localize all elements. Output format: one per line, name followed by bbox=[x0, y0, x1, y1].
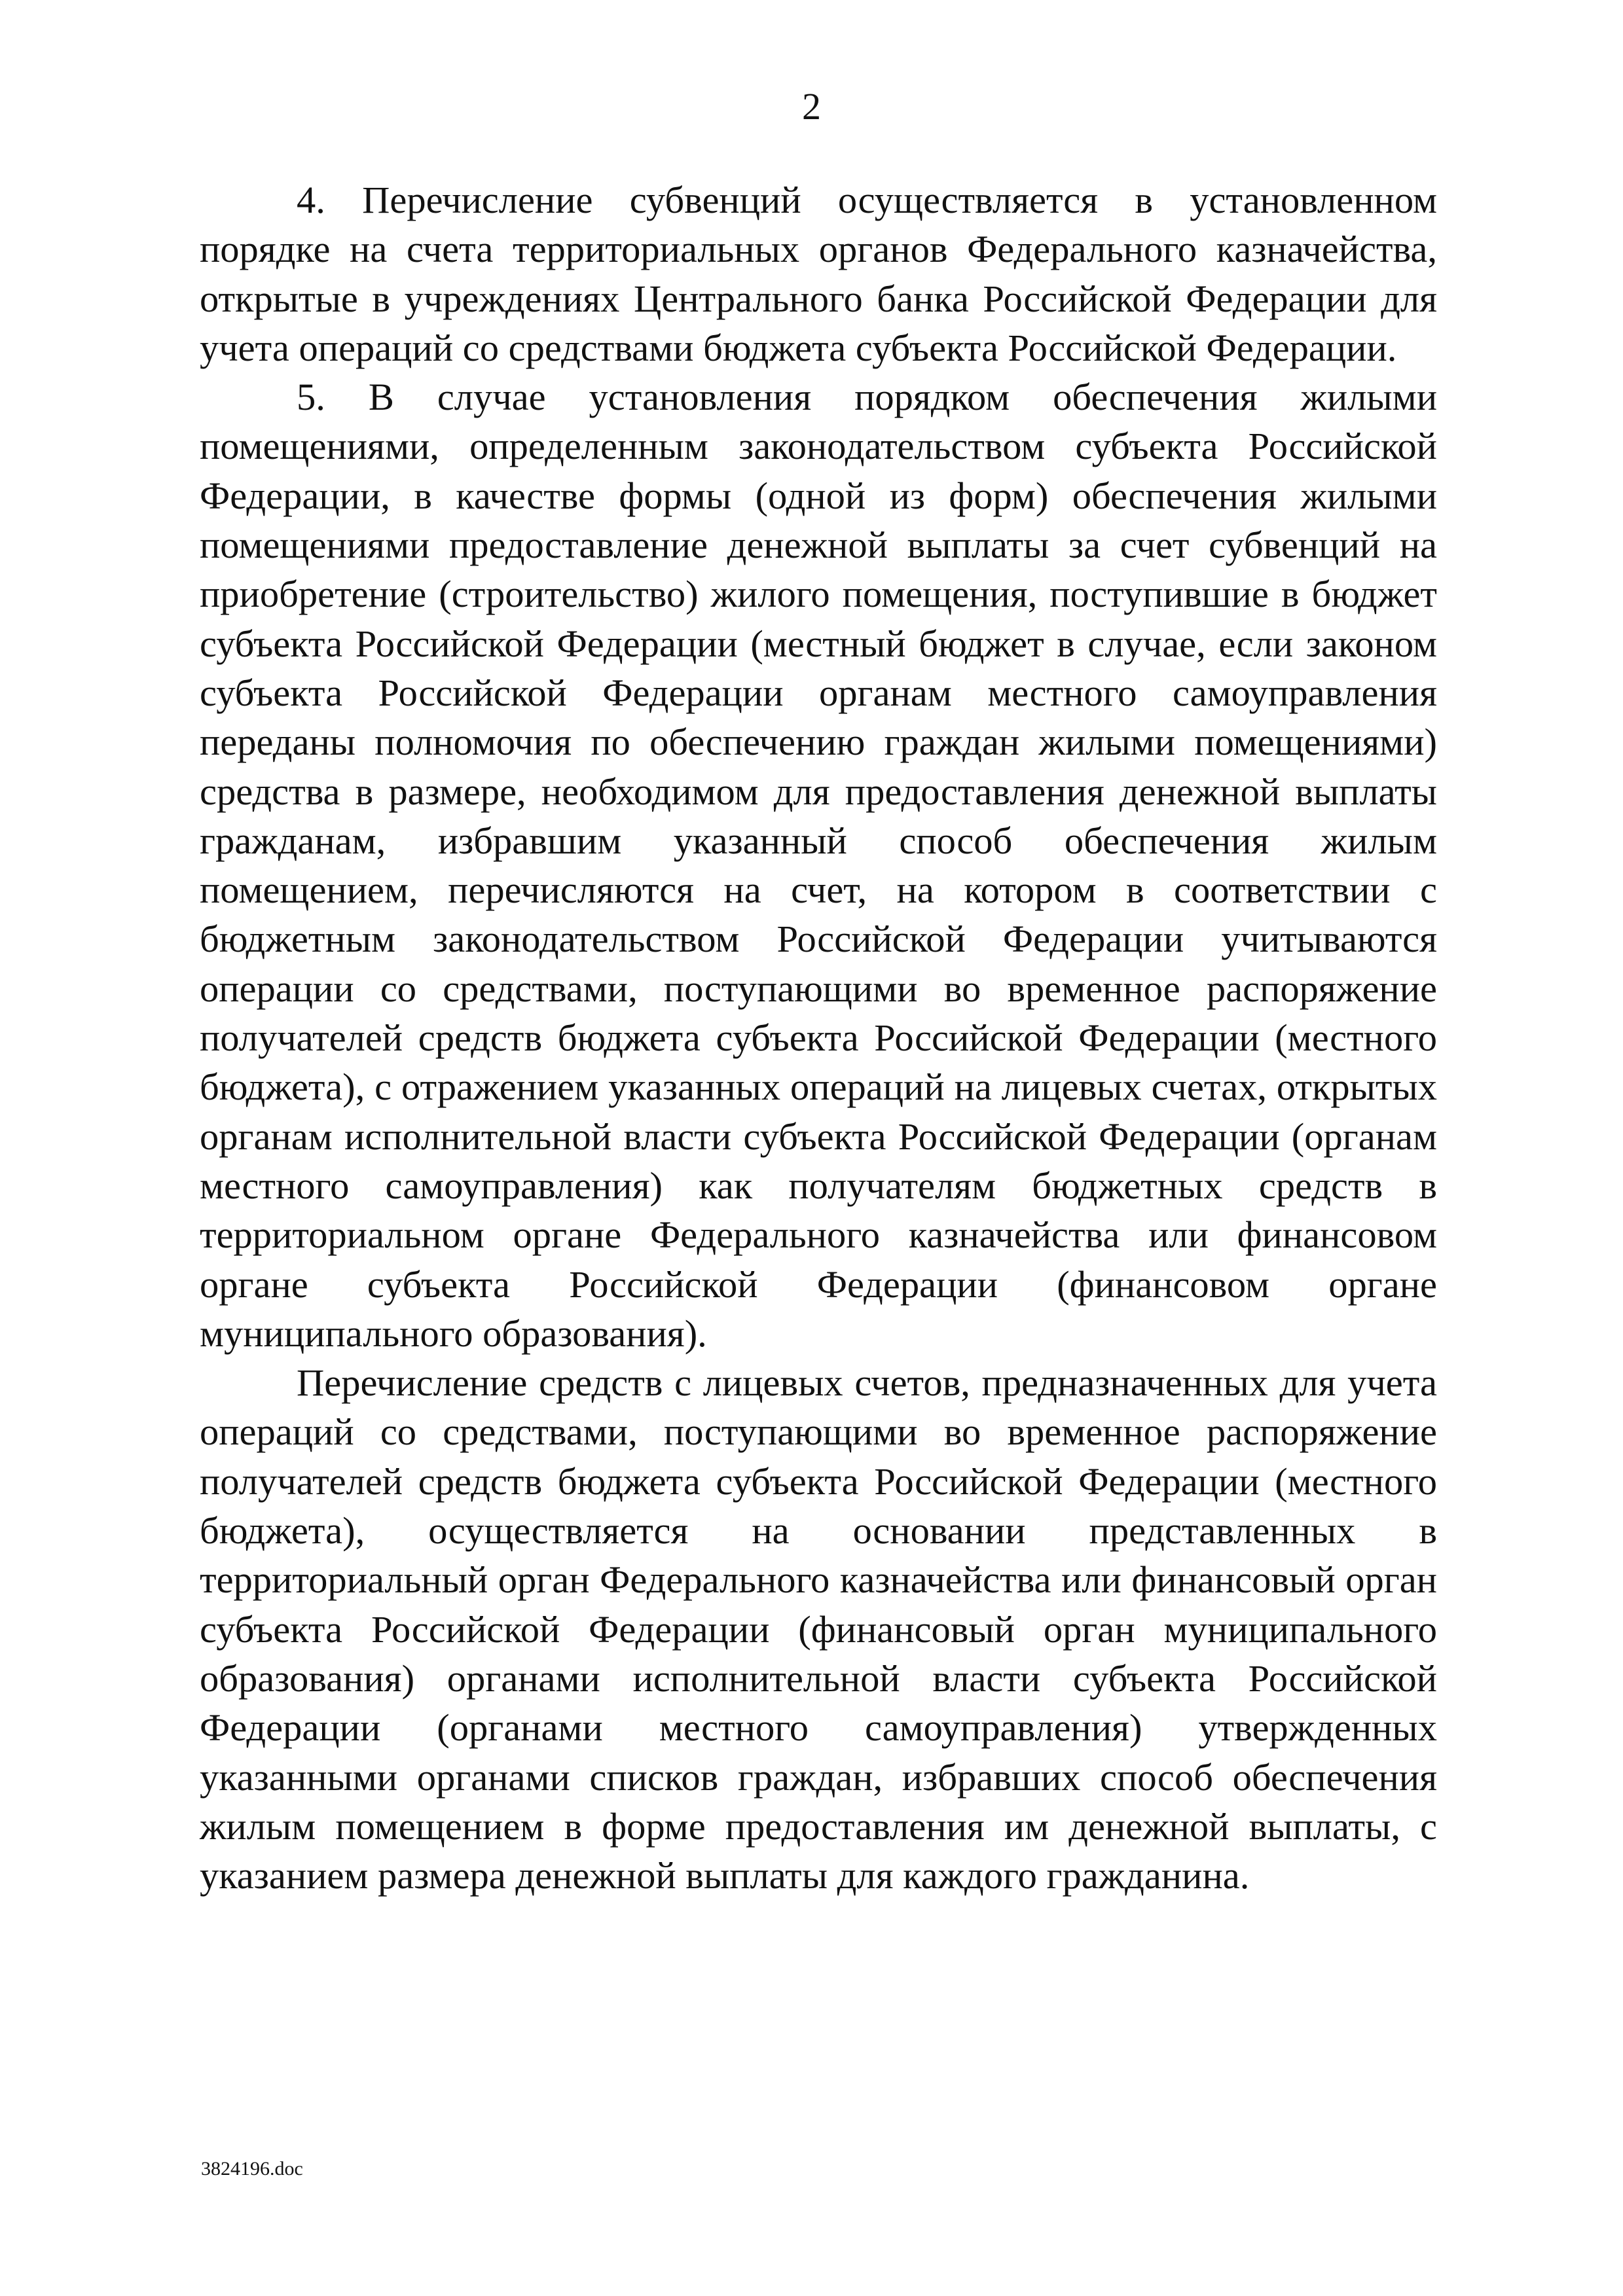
document-body bbox=[200, 175, 1437, 1900]
page-number: 2 bbox=[802, 85, 821, 128]
paragraph-item-4: 4. Перечисление субвенций осуществляется в установленном порядке на счета территориальных органов Федерального казначейства, открытые в учреждениях Центрального банка Российской Федерации для учета операций со средствами бюджета субъекта Российской Федерации. bbox=[200, 179, 1437, 369]
paragraph-item-5: 5. В случае установления порядком обеспечения жилыми помещениями, определенным законодательством субъекта Российской Федерации, в качестве формы (одной из форм) обеспечения жилыми помещениями предоставление денежной выплаты за счет субвенций на приобретение (строительство) жилого помещения, поступившие в бюджет субъекта Российской Федерации (местный бюджет в случае, если законом субъекта Российской Федерации органам местного самоуправления переданы полномочия по обеспечению граждан жилыми помещениями) средства в размере, необходимом для предоставления денежной выплаты гражданам, избравшим указанный способ обеспечения жилым помещением, перечисляются на счет, на котором в соответствии с бюджетным законодательством Российской Федерации учитываются операции со средствами, поступающими во временное распоряжение получателей средств бюджета субъекта Российской Федерации (местного бюджета), с отражением указанных операций на лицевых счетах, открытых органам исполнительной власти субъекта Российской Федерации (органам местного самоуправления) как получателям бюджетных средств в территориальном органе Федерального казначейства или финансовом органе субъекта Российской Федерации (финансовом органе муниципального образования). bbox=[200, 376, 1437, 1355]
footer-filename: 3824196.doc bbox=[201, 2158, 303, 2179]
paragraph-transfer-procedure: Перечисление средств с лицевых счетов, предназначенных для учета операций со средствами, поступающими во временное распоряжение получателей средств бюджета субъекта Российской Федерации (местного бюджета), осуществляется на основании представленных в территориальный орган Федерального казначейства или финансовый орган субъекта Российской Федерации (финансовый орган муниципального образования) органами исполнительной власти субъекта Российской Федерации (органами местного самоуправления) утвержденных указанными органами списков граждан, избравших способ обеспечения жилым помещением в форме предоставления им денежной выплаты, с указанием размера денежной выплаты для каждого гражданина. bbox=[200, 1361, 1437, 1897]
